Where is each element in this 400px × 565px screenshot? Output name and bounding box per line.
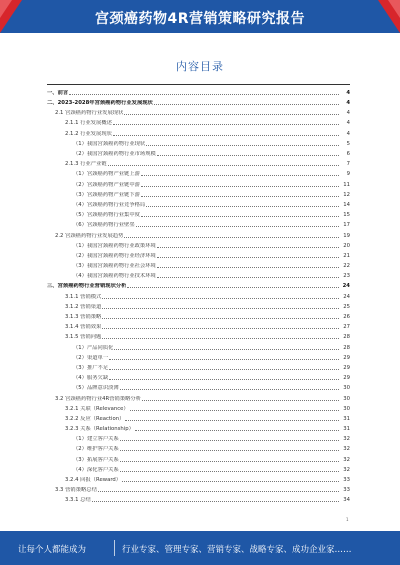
toc-entry-label: 一、前言 [47,89,69,96]
toc-leader-dots [157,267,339,268]
toc-leader-dots [102,298,339,299]
toc-entry[interactable] [47,269,350,279]
toc-leader-dots [120,471,339,472]
toc-entry[interactable] [47,137,350,147]
toc-entry-label: （1）建立客户关系 [73,436,119,443]
toc-leader-dots [102,328,339,329]
toc-leader-dots [135,430,339,431]
toc-entry-label: 3.1.1 营销模式 [65,293,102,300]
toc-entry-page-number: 25 [343,303,350,310]
toc-entry-page-number: 30 [343,395,350,402]
toc-entry-label: （4）宫颈癌药物行业竞争格局 [73,201,146,208]
toc-entry-label: 3.2.3 关系（Relationship） [65,426,134,433]
toc-leader-dots [157,277,339,278]
toc-entry[interactable] [47,432,350,442]
toc-entry[interactable] [47,289,350,299]
toc-entry-page-number: 7 [346,161,350,168]
toc-entry-page-number: 4 [346,120,350,127]
toc-leader-dots [102,308,339,309]
toc-entry-page-number: 32 [343,436,350,443]
toc-entry[interactable] [47,259,350,269]
table-of-contents [47,84,350,503]
toc-entry-page-number: 4 [346,130,350,137]
toc-entry-page-number: 29 [343,354,350,361]
toc-leader-dots [141,186,339,187]
report-title: 宫颈癌药物4R营销策略研究报告 [94,11,306,27]
toc-leader-dots [146,145,339,146]
toc-entry-label: （4）我国宫颈癌药物行业技术环境 [73,273,156,280]
toc-entry-page-number: 30 [343,385,350,392]
toc-entry[interactable] [47,116,350,126]
toc-entry-label: （1）产品同质化 [73,344,114,351]
toc-entry-page-number: 11 [343,181,350,188]
toc-entry-label: （2）我国宫颈癌药物行业经济环境 [73,252,156,259]
toc-entry-label: 2.1.1 行业发展概述 [65,120,112,127]
toc-leader-dots [141,175,339,176]
toc-entry-page-number: 29 [343,375,350,382]
toc-entry-page-number: 20 [343,242,350,249]
toc-entry[interactable] [47,473,350,483]
toc-entry-label: 3.2 宫颈癌药物行业4R营销策略分析 [55,395,142,402]
toc-entry[interactable] [47,463,350,473]
toc-entry-page-number: 34 [343,497,350,504]
toc-entry[interactable] [47,381,350,391]
toc-entry-page-number: 32 [343,456,350,463]
toc-leader-dots [130,410,339,411]
toc-entry[interactable] [47,177,350,187]
toc-entry-page-number: 30 [343,405,350,412]
toc-entry-label: 2.2 宫颈癌药物行业发展趋势 [55,232,124,239]
toc-leader-dots [146,206,339,207]
toc-entry-page-number: 28 [343,334,350,341]
toc-entry[interactable] [47,391,350,401]
toc-entry-label: （3）我国宫颈癌药物行业社会环境 [73,263,156,270]
toc-entry[interactable] [47,106,350,116]
toc-entry-page-number: 14 [343,201,350,208]
toc-entry-page-number: 19 [343,232,350,239]
toc-entry[interactable] [47,422,350,432]
page-footer-band [0,531,400,565]
toc-leader-dots [154,104,339,105]
toc-entry-page-number: 4 [346,100,350,107]
toc-leader-dots [108,165,339,166]
toc-entry[interactable] [47,126,350,136]
toc-entry-page-number: 22 [343,263,350,270]
toc-entry[interactable] [47,351,350,361]
toc-entry[interactable] [47,86,350,96]
toc-leader-dots [157,155,339,156]
toc-entry-label: 3.1.3 营销策略 [65,314,102,320]
toc-leader-dots [157,257,339,258]
toc-entry-label: 二、2023-2028年宫颈癌药物行业发展现状 [47,100,153,107]
page-header-band [0,0,400,33]
toc-entry[interactable] [47,147,350,157]
toc-entry-page-number: 12 [343,191,350,198]
toc-entry-label: （2）我国宫颈癌药物行业市场规模 [73,151,156,157]
toc-leader-dots [69,94,339,95]
toc-entry-label: （5）品牌意识淡薄 [73,385,119,392]
toc-entry-page-number: 26 [343,314,350,320]
toc-leader-dots [120,440,339,441]
toc-top-rule [47,84,350,85]
toc-entry-page-number: 31 [343,415,350,422]
toc-entry-label: （3）宫颈癌药物产业链下游 [73,191,140,198]
toc-entry[interactable] [47,208,350,218]
toc-entry-label: （4）深化客户关系 [73,466,119,473]
toc-entry[interactable] [47,402,350,412]
toc-leader-dots [113,124,339,125]
toc-entry-page-number: 23 [343,273,350,280]
toc-entry[interactable] [47,96,350,106]
toc-leader-dots [157,247,339,248]
toc-entry-page-number: 15 [343,212,350,219]
toc-leader-dots [120,389,339,390]
toc-leader-dots [122,481,339,482]
toc-entry-label: 3.3 营销策略总结 [55,487,97,494]
toc-entry[interactable] [47,198,350,208]
toc-entry-label: 3.1.4 营销效果 [65,324,102,331]
toc-entry[interactable] [47,188,350,198]
toc-entry-label: （2）宫颈癌药物产业链中游 [73,181,140,188]
toc-leader-dots [102,338,339,339]
toc-entry-label: 3.3.1 总结 [65,497,91,504]
footer-slogan: 让每个人都能成为 [18,545,87,555]
toc-entry-page-number: 32 [343,446,350,453]
toc-leader-dots [109,359,339,360]
toc-leader-dots [127,287,339,288]
toc-entry-page-number: 31 [343,426,350,433]
toc-entry-page-number: 6 [346,151,350,157]
toc-entry-page-number: 21 [343,252,350,259]
toc-entry-label: 2.1 宫颈癌药物行业发展现状 [55,110,124,117]
toc-entry-page-number: 5 [346,140,350,147]
toc-entry-label: （1）我国宫颈癌药物行业现状 [73,140,146,147]
toc-entry-page-number: 24 [342,283,350,290]
toc-entry-page-number: 32 [343,466,350,473]
toc-entry[interactable] [47,442,350,452]
toc-entry-page-number: 4 [346,110,350,117]
toc-entry-label: 3.2.4 回报（Reward） [65,477,122,483]
toc-leader-dots [141,216,339,217]
toc-entry-label: 3.1.2 营销渠道 [65,303,102,310]
toc-entry-label: （1）宫颈癌药物产业链上游 [73,171,140,178]
toc-entry-label: （1）我国宫颈癌药物行业政策环境 [73,242,156,249]
toc-leader-dots [142,400,339,401]
toc-entry[interactable] [47,483,350,493]
toc-entry-page-number: 29 [343,364,350,371]
toc-entry-label: 3.2.1 关联（Relevance） [65,405,129,412]
page-marker: 1 [346,517,349,522]
toc-leader-dots [109,369,339,370]
toc-entry-label: 2.1.2 行业发展现状 [65,130,112,137]
toc-entry[interactable] [47,361,350,371]
toc-entry[interactable] [47,310,350,320]
toc-leader-dots [109,379,339,380]
toc-entry-page-number: 17 [343,222,350,229]
toc-entry-label: 3.1.5 营销问题 [65,334,102,341]
toc-leader-dots [136,226,339,227]
toc-entry-label: （5）宫颈癌药物行业集中度 [73,212,140,219]
toc-entry[interactable] [47,371,350,381]
toc-leader-dots [124,237,339,238]
toc-entry[interactable] [47,239,350,249]
toc-entry[interactable] [47,330,350,340]
toc-entry-page-number: 24 [343,293,350,300]
toc-entry-label: （2）渠道单一 [73,354,109,361]
toc-entry[interactable] [47,228,350,238]
toc-entry[interactable] [47,249,350,259]
toc-entry[interactable] [47,300,350,310]
toc-entry-page-number: 28 [343,344,350,351]
toc-entry-label: （3）推广不足 [73,364,109,371]
toc-leader-dots [102,318,339,319]
toc-entry[interactable] [47,340,350,350]
toc-entry[interactable] [47,320,350,330]
toc-leader-dots [92,501,339,502]
toc-entry-label: 3.2.2 反应（Reaction） [65,415,125,422]
toc-entry-page-number: 33 [343,487,350,494]
toc-entry-label: （6）宫颈癌药物行业壁垒 [73,222,135,229]
toc-entry[interactable] [47,412,350,422]
toc-leader-dots [120,450,339,451]
toc-leader-dots [125,420,339,421]
toc-entry-page-number: 33 [343,477,350,483]
toc-entry-page-number: 4 [346,89,350,96]
footer-divider [114,540,115,556]
toc-entry-label: 三、宫颈癌药物行业营销现状分析 [47,283,127,290]
toc-entry-page-number: 27 [343,324,350,331]
toc-entry-page-number: 9 [346,171,350,178]
toc-leader-dots [120,461,339,462]
toc-entry[interactable] [47,493,350,503]
toc-entry[interactable] [47,452,350,462]
toc-entry-label: 2.1.3 行业产业链 [65,161,107,168]
toc-entry-label: （2）维护客户关系 [73,446,119,453]
toc-heading: 内容目录 [176,60,224,73]
toc-entry-label: （3）拓展客户关系 [73,456,119,463]
footer-tagline: 行业专家、管理专家、营销专家、战略专家、成功企业家…… [122,545,352,555]
toc-entry[interactable] [47,157,350,167]
toc-leader-dots [114,349,339,350]
toc-leader-dots [124,114,339,115]
toc-entry[interactable] [47,167,350,177]
toc-entry[interactable] [47,218,350,228]
toc-entry[interactable] [47,279,350,289]
toc-leader-dots [98,491,339,492]
toc-leader-dots [141,196,339,197]
toc-leader-dots [113,135,339,136]
toc-entry-label: （4）服务欠缺 [73,375,109,382]
